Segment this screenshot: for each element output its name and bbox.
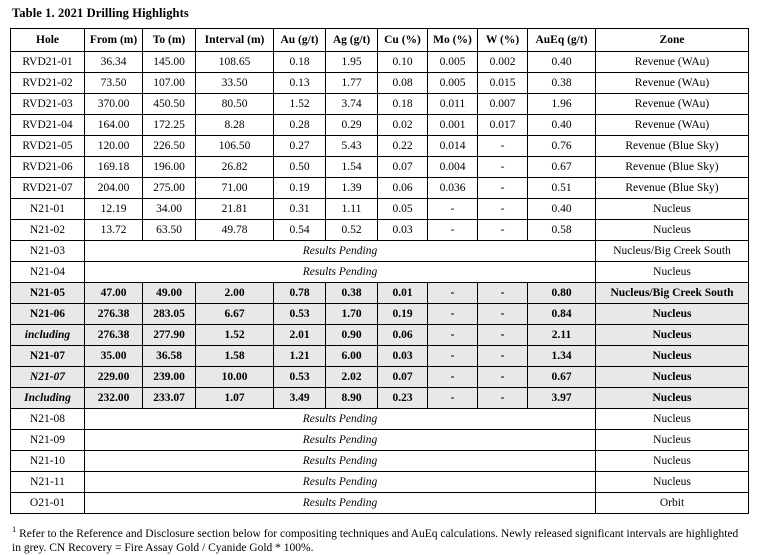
column-header-interval: Interval (m) [196, 29, 274, 52]
cell-ag: 5.43 [326, 136, 378, 157]
cell-w: 0.002 [478, 52, 528, 73]
cell-hole: N21-05 [11, 283, 85, 304]
cell-zone: Nucleus [596, 199, 749, 220]
cell-results-pending: Results Pending [85, 241, 596, 262]
cell-cu: 0.23 [378, 388, 428, 409]
cell-to: 226.50 [143, 136, 196, 157]
cell-hole: O21-01 [11, 493, 85, 514]
cell-ag: 0.38 [326, 283, 378, 304]
cell-zone: Nucleus [596, 325, 749, 346]
cell-aueq: 0.40 [528, 115, 596, 136]
cell-zone: Nucleus [596, 346, 749, 367]
cell-interval: 21.81 [196, 199, 274, 220]
cell-zone: Revenue (WAu) [596, 94, 749, 115]
cell-to: 36.58 [143, 346, 196, 367]
cell-hole: N21-07 [11, 367, 85, 388]
cell-cu: 0.06 [378, 325, 428, 346]
cell-zone: Revenue (WAu) [596, 52, 749, 73]
cell-w: - [478, 388, 528, 409]
cell-w: - [478, 220, 528, 241]
cell-results-pending: Results Pending [85, 472, 596, 493]
cell-to: 107.00 [143, 73, 196, 94]
cell-zone: Revenue (WAu) [596, 115, 749, 136]
cell-to: 450.50 [143, 94, 196, 115]
cell-from: 13.72 [85, 220, 143, 241]
cell-zone: Revenue (Blue Sky) [596, 157, 749, 178]
cell-aueq: 0.40 [528, 199, 596, 220]
cell-w: - [478, 325, 528, 346]
column-header-au: Au (g/t) [274, 29, 326, 52]
cell-results-pending: Results Pending [85, 451, 596, 472]
cell-w: - [478, 346, 528, 367]
cell-w: - [478, 199, 528, 220]
cell-from: 120.00 [85, 136, 143, 157]
cell-au: 0.13 [274, 73, 326, 94]
cell-ag: 1.77 [326, 73, 378, 94]
cell-hole: Including [11, 388, 85, 409]
cell-to: 283.05 [143, 304, 196, 325]
cell-w: 0.007 [478, 94, 528, 115]
table-row [11, 157, 749, 178]
cell-zone: Nucleus [596, 388, 749, 409]
cell-hole: N21-11 [11, 472, 85, 493]
table-row [11, 199, 749, 220]
cell-au: 3.49 [274, 388, 326, 409]
cell-to: 239.00 [143, 367, 196, 388]
table-row [11, 451, 749, 472]
cell-hole: RVD21-04 [11, 115, 85, 136]
cell-ag: 1.39 [326, 178, 378, 199]
table-row [11, 493, 749, 514]
table-row [11, 325, 749, 346]
cell-results-pending: Results Pending [85, 262, 596, 283]
cell-zone: Nucleus [596, 451, 749, 472]
cell-from: 12.19 [85, 199, 143, 220]
cell-hole: N21-10 [11, 451, 85, 472]
column-header-from: From (m) [85, 29, 143, 52]
cell-zone: Revenue (Blue Sky) [596, 136, 749, 157]
cell-hole: RVD21-05 [11, 136, 85, 157]
cell-aueq: 0.84 [528, 304, 596, 325]
cell-mo: 0.014 [428, 136, 478, 157]
cell-interval: 2.00 [196, 283, 274, 304]
cell-to: 172.25 [143, 115, 196, 136]
cell-from: 232.00 [85, 388, 143, 409]
cell-cu: 0.06 [378, 178, 428, 199]
cell-zone: Orbit [596, 493, 749, 514]
cell-zone: Nucleus/Big Creek South [596, 283, 749, 304]
cell-zone: Nucleus [596, 304, 749, 325]
cell-hole: N21-04 [11, 262, 85, 283]
cell-zone: Nucleus [596, 262, 749, 283]
table-row [11, 304, 749, 325]
cell-to: 275.00 [143, 178, 196, 199]
cell-w: 0.015 [478, 73, 528, 94]
cell-hole: N21-08 [11, 409, 85, 430]
cell-from: 36.34 [85, 52, 143, 73]
cell-ag: 1.95 [326, 52, 378, 73]
cell-mo: - [428, 304, 478, 325]
cell-from: 47.00 [85, 283, 143, 304]
cell-hole: N21-09 [11, 430, 85, 451]
cell-w: - [478, 178, 528, 199]
cell-interval: 1.52 [196, 325, 274, 346]
cell-from: 169.18 [85, 157, 143, 178]
cell-to: 63.50 [143, 220, 196, 241]
table-header-row [11, 29, 749, 52]
table-row [11, 94, 749, 115]
column-header-aueq: AuEq (g/t) [528, 29, 596, 52]
cell-aueq: 0.38 [528, 73, 596, 94]
table-row [11, 220, 749, 241]
cell-zone: Revenue (WAu) [596, 73, 749, 94]
table-row [11, 73, 749, 94]
cell-w: - [478, 304, 528, 325]
cell-aueq: 0.76 [528, 136, 596, 157]
table-footnote [10, 522, 748, 555]
cell-to: 196.00 [143, 157, 196, 178]
table-header [11, 29, 749, 52]
cell-hole: N21-06 [11, 304, 85, 325]
cell-interval: 26.82 [196, 157, 274, 178]
cell-cu: 0.05 [378, 199, 428, 220]
cell-zone: Nucleus [596, 220, 749, 241]
cell-ag: 1.11 [326, 199, 378, 220]
cell-ag: 2.02 [326, 367, 378, 388]
cell-hole: N21-07 [11, 346, 85, 367]
cell-ag: 0.52 [326, 220, 378, 241]
cell-au: 0.54 [274, 220, 326, 241]
cell-mo: 0.005 [428, 52, 478, 73]
cell-w: - [478, 136, 528, 157]
cell-interval: 106.50 [196, 136, 274, 157]
cell-au: 0.28 [274, 115, 326, 136]
cell-cu: 0.22 [378, 136, 428, 157]
cell-to: 233.07 [143, 388, 196, 409]
cell-hole: RVD21-07 [11, 178, 85, 199]
cell-results-pending: Results Pending [85, 430, 596, 451]
cell-results-pending: Results Pending [85, 493, 596, 514]
cell-mo: 0.036 [428, 178, 478, 199]
cell-aueq: 1.34 [528, 346, 596, 367]
column-header-to: To (m) [143, 29, 196, 52]
cell-cu: 0.07 [378, 157, 428, 178]
cell-interval: 8.28 [196, 115, 274, 136]
cell-aueq: 3.97 [528, 388, 596, 409]
column-header-w: W (%) [478, 29, 528, 52]
cell-zone: Nucleus [596, 430, 749, 451]
cell-ag: 0.90 [326, 325, 378, 346]
cell-w: 0.017 [478, 115, 528, 136]
cell-ag: 0.29 [326, 115, 378, 136]
cell-au: 0.53 [274, 304, 326, 325]
cell-interval: 33.50 [196, 73, 274, 94]
table-row [11, 409, 749, 430]
cell-from: 276.38 [85, 325, 143, 346]
table-row [11, 178, 749, 199]
cell-interval: 108.65 [196, 52, 274, 73]
cell-from: 35.00 [85, 346, 143, 367]
cell-hole: N21-03 [11, 241, 85, 262]
cell-interval: 71.00 [196, 178, 274, 199]
cell-to: 277.90 [143, 325, 196, 346]
cell-mo: - [428, 367, 478, 388]
cell-hole: RVD21-06 [11, 157, 85, 178]
cell-au: 0.19 [274, 178, 326, 199]
cell-au: 0.50 [274, 157, 326, 178]
cell-interval: 1.07 [196, 388, 274, 409]
cell-au: 2.01 [274, 325, 326, 346]
cell-cu: 0.19 [378, 304, 428, 325]
cell-au: 0.27 [274, 136, 326, 157]
cell-mo: 0.011 [428, 94, 478, 115]
cell-hole: N21-02 [11, 220, 85, 241]
cell-zone: Nucleus [596, 472, 749, 493]
table-row [11, 388, 749, 409]
column-header-mo: Mo (%) [428, 29, 478, 52]
cell-hole: RVD21-01 [11, 52, 85, 73]
cell-mo: 0.001 [428, 115, 478, 136]
cell-ag: 1.54 [326, 157, 378, 178]
cell-interval: 6.67 [196, 304, 274, 325]
cell-w: - [478, 367, 528, 388]
cell-mo: - [428, 283, 478, 304]
cell-interval: 10.00 [196, 367, 274, 388]
table-row [11, 241, 749, 262]
cell-aueq: 0.40 [528, 52, 596, 73]
table-row [11, 262, 749, 283]
cell-au: 0.31 [274, 199, 326, 220]
footnote-marker: 1 [12, 524, 17, 534]
cell-zone: Revenue (Blue Sky) [596, 178, 749, 199]
column-header-cu: Cu (%) [378, 29, 428, 52]
cell-hole: RVD21-02 [11, 73, 85, 94]
table-row [11, 430, 749, 451]
cell-cu: 0.10 [378, 52, 428, 73]
cell-interval: 80.50 [196, 94, 274, 115]
cell-au: 0.78 [274, 283, 326, 304]
cell-cu: 0.03 [378, 346, 428, 367]
cell-au: 0.53 [274, 367, 326, 388]
cell-cu: 0.18 [378, 94, 428, 115]
cell-hole: RVD21-03 [11, 94, 85, 115]
cell-cu: 0.02 [378, 115, 428, 136]
cell-ag: 3.74 [326, 94, 378, 115]
cell-mo: - [428, 325, 478, 346]
cell-cu: 0.08 [378, 73, 428, 94]
cell-mo: - [428, 388, 478, 409]
drilling-highlights-table [10, 28, 749, 514]
table-row [11, 115, 749, 136]
cell-w: - [478, 283, 528, 304]
cell-au: 1.21 [274, 346, 326, 367]
footnote-text: Refer to the Reference and Disclosure section below for compositing techniques and AuEq calculations. Newly released significant intervals are highlighted in grey. CN Recovery = Fire Assay Gold / Cyanide Gold * 100%. [12, 527, 739, 554]
column-header-zone: Zone [596, 29, 749, 52]
cell-from: 204.00 [85, 178, 143, 199]
cell-w: - [478, 157, 528, 178]
table-body [11, 52, 749, 514]
cell-hole: N21-01 [11, 199, 85, 220]
cell-mo: 0.004 [428, 157, 478, 178]
table-row [11, 52, 749, 73]
table-caption: Table 1. 2021 Drilling Highlights [12, 6, 189, 20]
column-header-hole: Hole [11, 29, 85, 52]
column-header-ag: Ag (g/t) [326, 29, 378, 52]
cell-aueq: 0.51 [528, 178, 596, 199]
cell-from: 73.50 [85, 73, 143, 94]
cell-cu: 0.07 [378, 367, 428, 388]
cell-aueq: 0.58 [528, 220, 596, 241]
cell-from: 370.00 [85, 94, 143, 115]
cell-results-pending: Results Pending [85, 409, 596, 430]
cell-cu: 0.03 [378, 220, 428, 241]
cell-from: 276.38 [85, 304, 143, 325]
cell-to: 34.00 [143, 199, 196, 220]
cell-from: 164.00 [85, 115, 143, 136]
cell-from: 229.00 [85, 367, 143, 388]
table-row [11, 136, 749, 157]
cell-au: 0.18 [274, 52, 326, 73]
cell-aueq: 1.96 [528, 94, 596, 115]
cell-mo: - [428, 199, 478, 220]
cell-aueq: 0.67 [528, 367, 596, 388]
cell-to: 49.00 [143, 283, 196, 304]
cell-au: 1.52 [274, 94, 326, 115]
cell-ag: 6.00 [326, 346, 378, 367]
cell-hole: including [11, 325, 85, 346]
table-row [11, 283, 749, 304]
cell-cu: 0.01 [378, 283, 428, 304]
table-row [11, 472, 749, 493]
cell-interval: 1.58 [196, 346, 274, 367]
cell-aueq: 0.80 [528, 283, 596, 304]
cell-aueq: 0.67 [528, 157, 596, 178]
cell-ag: 8.90 [326, 388, 378, 409]
cell-to: 145.00 [143, 52, 196, 73]
cell-zone: Nucleus/Big Creek South [596, 241, 749, 262]
table-row [11, 346, 749, 367]
cell-zone: Nucleus [596, 367, 749, 388]
cell-interval: 49.78 [196, 220, 274, 241]
cell-mo: - [428, 346, 478, 367]
cell-ag: 1.70 [326, 304, 378, 325]
cell-mo: 0.005 [428, 73, 478, 94]
cell-zone: Nucleus [596, 409, 749, 430]
table-row [11, 367, 749, 388]
cell-aueq: 2.11 [528, 325, 596, 346]
cell-mo: - [428, 220, 478, 241]
